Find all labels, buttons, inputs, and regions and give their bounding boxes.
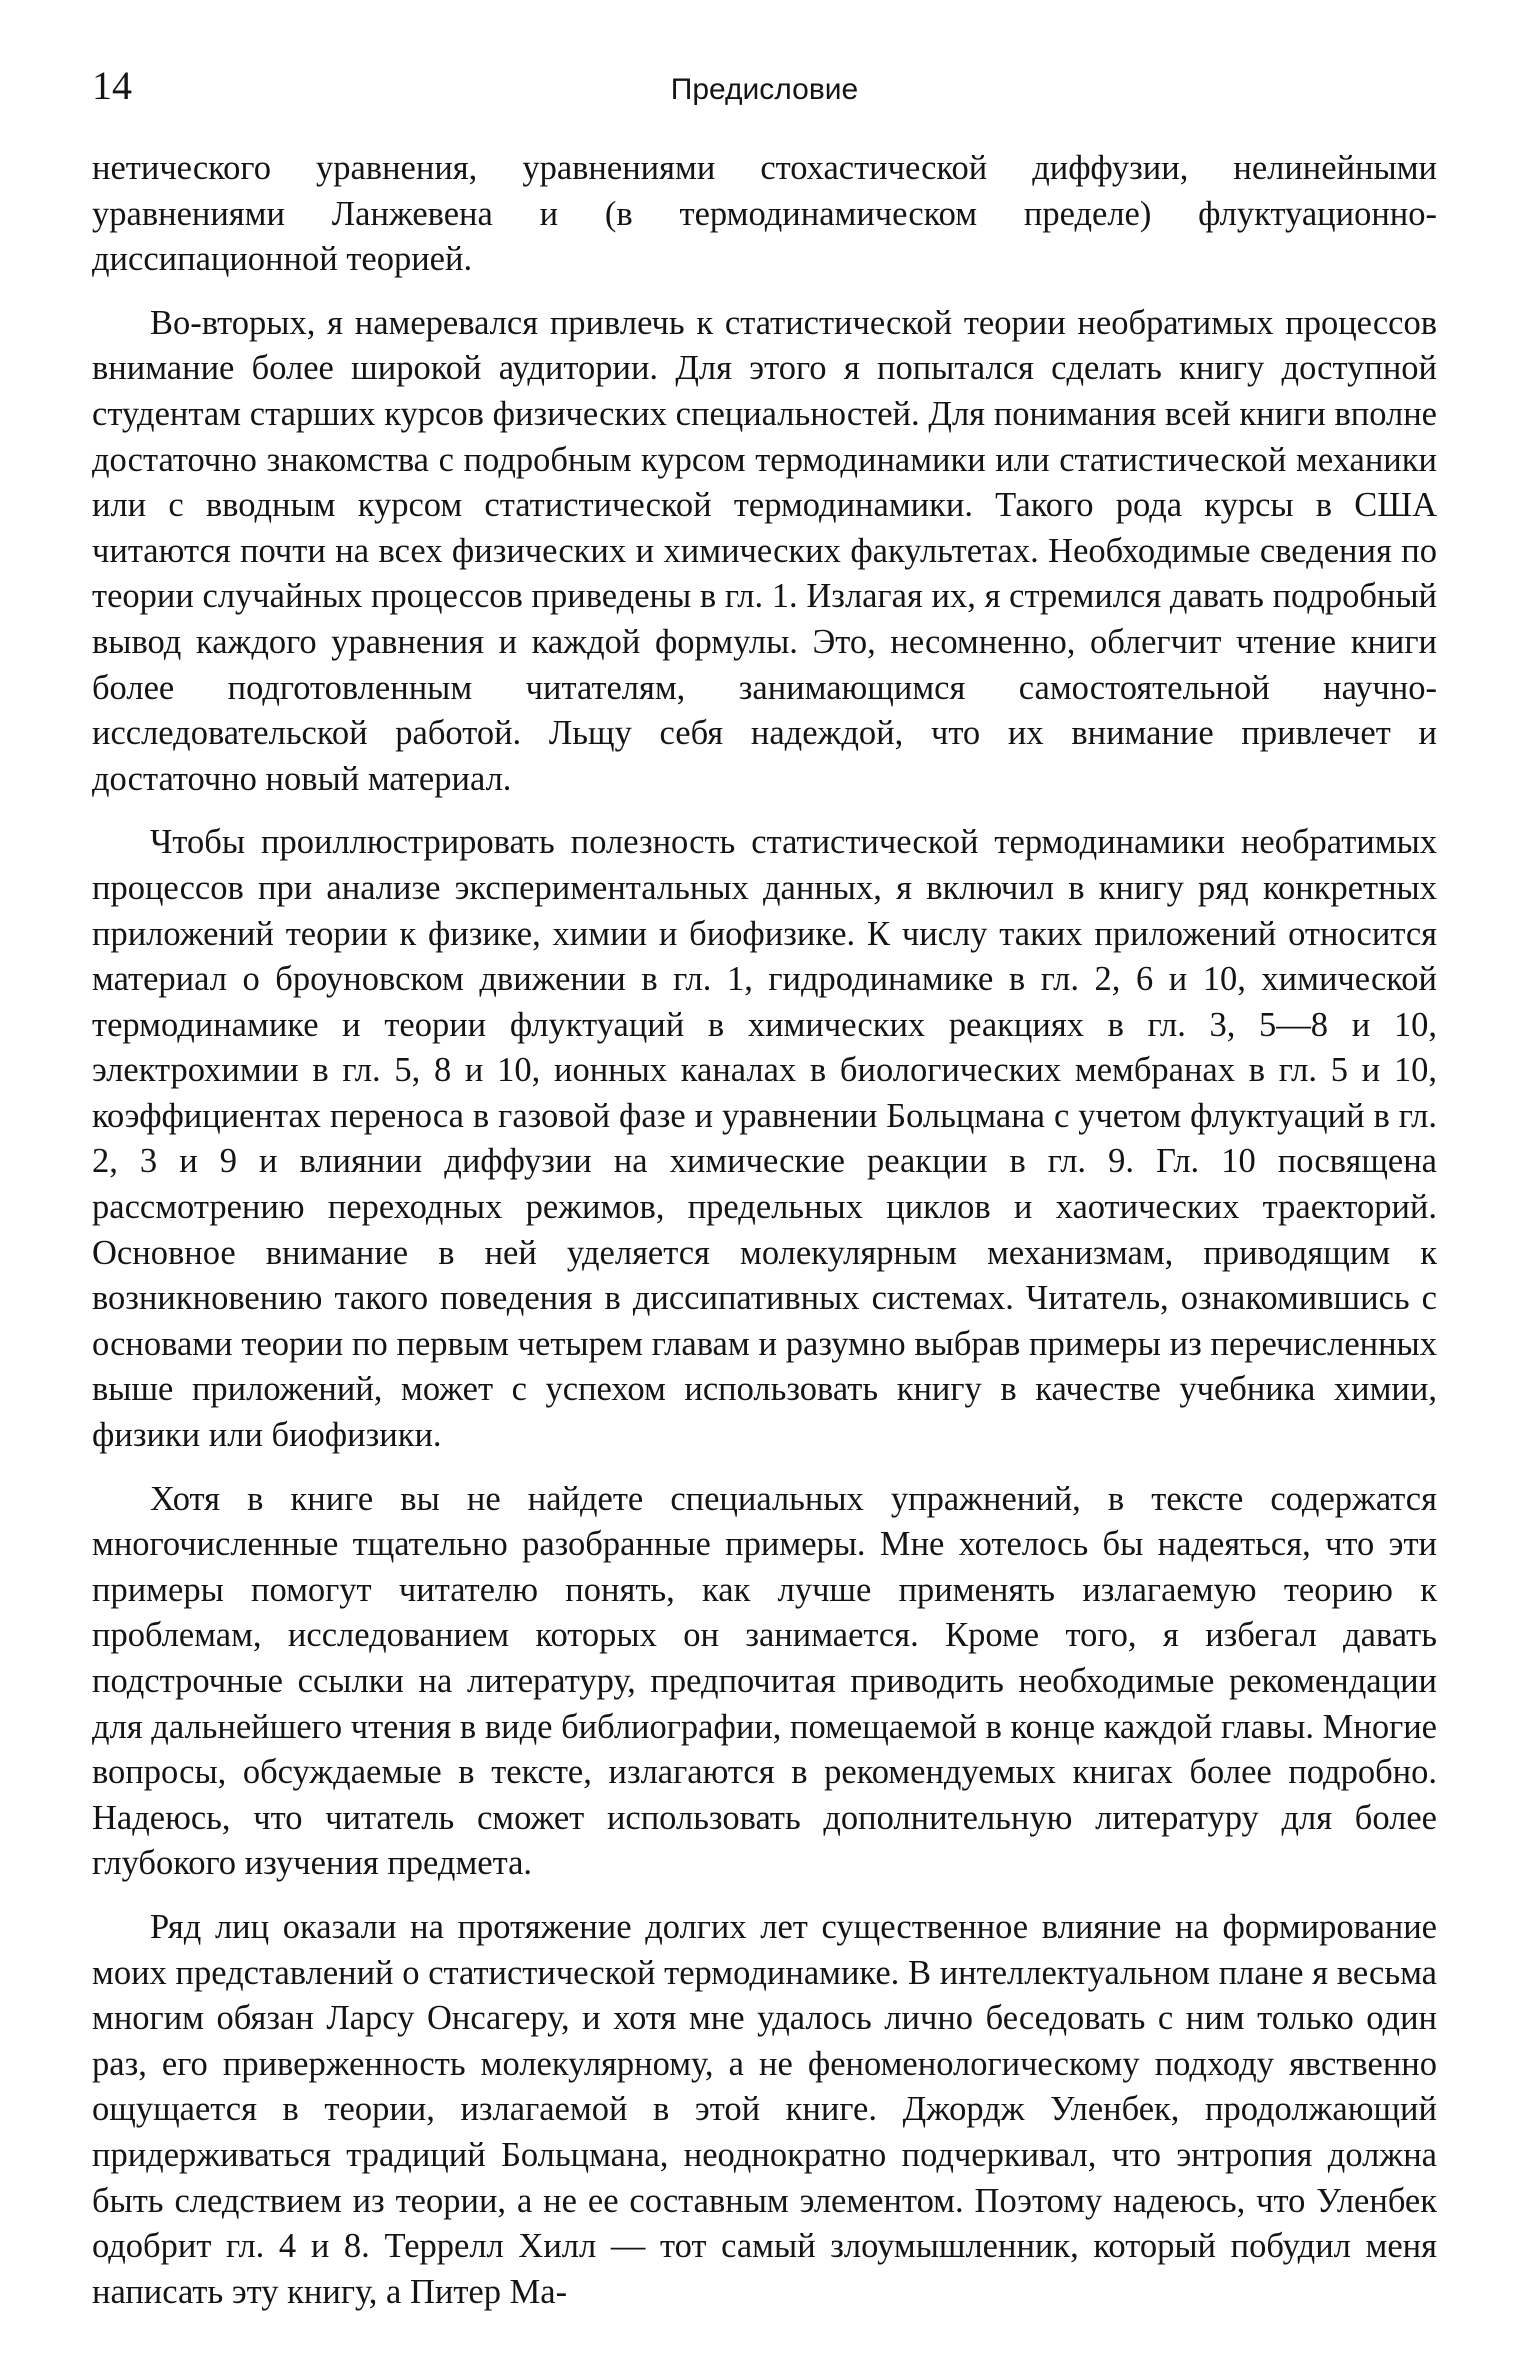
page-header [92,62,1437,122]
page-number: 14 [92,63,132,108]
paragraph: нетического уравнения, уравнениями стохастической диффузии, нелинейными уравнениями Ланжевена и (в термодинамическом пределе) флуктуационно-диссипационной теорией. [92,149,1437,279]
paragraph: Чтобы проиллюстрировать полезность статистической термодинамики необратимых процессов при анализе экспериментальных данных, я включил в книгу ряд конкретных приложений теории к физике, химии и биофизике. К числу таких приложений относится материал о броуновском движении в гл. 1, гидродинамике в гл. 2, 6 и 10, химической термодинамике и теории флуктуаций в химических реакциях в гл. 3, 5—8 и 10, электрохимии в гл. 5, 8 и 10, ионных каналах в биологических мембранах в гл. 5 и 10, коэффициентах переноса в газовой фазе и уравнении Больцмана с учетом флуктуаций в гл. 2, 3 и 9 и влиянии диффузии на химические реакции в гл. 9. Гл. 10 посвящена рассмотрению переходных режимов, предельных циклов и хаотических траекторий. Основное внимание в ней уделяется молекулярным механизмам, приводящим к возникновению такого поведения в диссипативных системах. Читатель, ознакомившись с основами теории по первым четырем главам и разумно выбрав примеры из перечисленных выше приложений, может с успехом использовать книгу в качестве учебника химии, физики или биофизики. [92,823,1437,1455]
running-head: Предисловие [670,73,859,106]
paragraph: Во-вторых, я намеревался привлечь к статистической теории необратимых процессов внимание более широкой аудитории. Для этого я попытался сделать книгу доступной студентам старших курсов физических специальностей. Для понимания всей книги вполне достаточно знакомства с подробным курсом термодинамики или статистической механики или с вводным курсом статистической термодинамики. Такого рода курсы в США читаются почти на всех физических и химических факультетах. Необходимые сведения по теории случайных процессов приведены в гл. 1. Излагая их, я стремился давать подробный вывод каждого уравнения и каждой формулы. Это, несомненно, облегчит чтение книги более подготовленным читателям, занимающимся самостоятельной научно-исследовательской работой. Льщу себя надеждой, что их внимание привлечет и достаточно новый материал. [92,303,1437,798]
paragraph: Хотя в книге вы не найдете специальных упражнений, в тексте содержатся многочисленные тщательно разобранные примеры. Мне хотелось бы надеяться, что эти примеры помогут читателю понять, как лучше применять излагаемую теорию к проблемам, исследованием которых он занимается. Кроме того, я избегал давать подстрочные ссылки на литературу, предпочитая приводить необходимые рекомендации для дальнейшего чтения в виде библиографии, помещаемой в конце каждой главы. Многие вопросы, обсуждаемые в тексте, излагаются в рекомендуемых книгах более подробно. Надеюсь, что читатель сможет использовать дополнительную литературу для более глубокого изучения предмета. [92,1479,1437,1883]
body-text [92,146,1437,2333]
paragraph: Ряд лиц оказали на протяжение долгих лет существенное влияние на формирование моих представлений о статистической термодинамике. В интеллектуальном плане я весьма многим обязан Ларсу Онсагеру, и хотя мне удалось лично беседовать с ним только один раз, его приверженность молекулярному, а не феноменологическому подходу явственно ощущается в теории, излагаемой в этой книге. Джордж Уленбек, продолжающий придерживаться традиций Больцмана, неоднократно подчеркивал, что энтропия должна быть следствием из теории, а не ее составным элементом. Поэтому надеюсь, что Уленбек одобрит гл. 4 и 8. Террелл Хилл — тот самый злоумышленник, который побудил меня написать эту книгу, а Питер Ма- [92,1907,1437,2311]
